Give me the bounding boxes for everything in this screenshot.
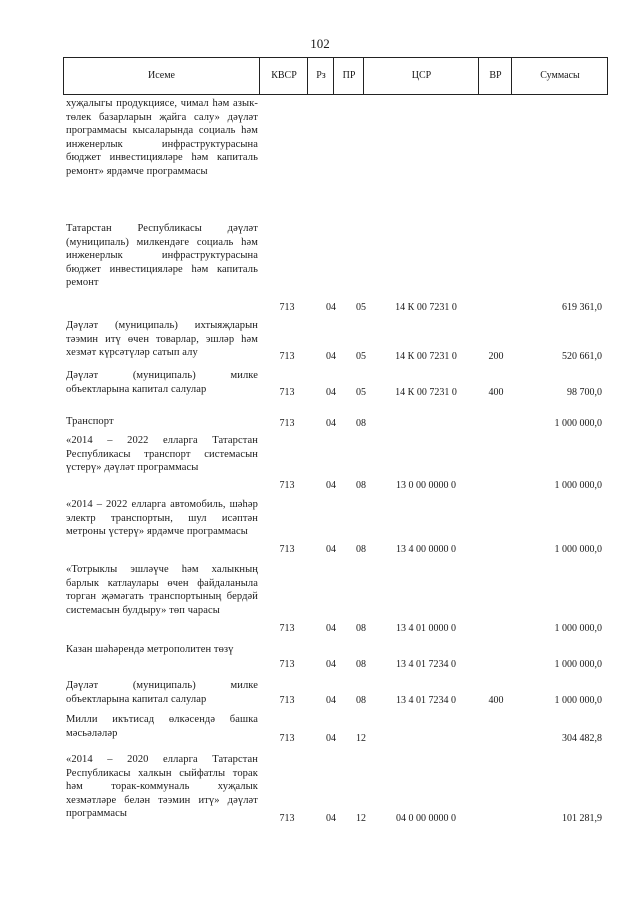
row-rz: 04: [326, 544, 336, 555]
row-pr: 05: [356, 351, 366, 362]
row-kvsr: 713: [279, 733, 295, 744]
row-name: Транспорт: [66, 416, 114, 427]
row-rz: 04: [326, 695, 336, 706]
header-amount: Суммасы: [511, 58, 608, 94]
row-pr: 08: [356, 418, 366, 429]
row-amount: 520 661,0: [562, 351, 602, 362]
row-rz: 04: [326, 480, 336, 491]
header-vr: ВР: [478, 58, 512, 94]
row-name: Дәүләт (муниципаль) милке объектларына капитал салулар: [66, 370, 258, 395]
row-name: «2014 – 2022 елларга автомобиль, шәһәр электр транспортын, шул исәптән метроны үстерү» ярдәмче программасы: [66, 499, 258, 538]
row-kvsr: 713: [279, 351, 295, 362]
row-amount: 1 000 000,0: [554, 659, 602, 670]
row-rz: 04: [326, 302, 336, 313]
table-row: [63, 434, 608, 492]
header-rz: Рз: [307, 58, 334, 94]
row-pr: 05: [356, 387, 366, 398]
row-name: Татарстан Республикасы дәүләт (муниципаль) милкендәге социаль һәм инженерлык инфраструктурасына бюджет инвестицияләре һәм капиталь ремонт: [66, 223, 258, 289]
row-csr: 13 0 00 0000 0: [396, 480, 456, 491]
row-amount: 304 482,8: [562, 733, 602, 744]
row-rz: 04: [326, 623, 336, 634]
header-name: Исеме: [148, 70, 175, 81]
row-csr: 04 0 00 0000 0: [396, 813, 456, 824]
row-name: Милли икътисад өлкәсендә башка мәсьәләләр: [66, 714, 258, 739]
row-csr: 14 К 00 7231 0: [395, 302, 457, 313]
row-rz: 04: [326, 418, 336, 429]
row-csr: 14 К 00 7231 0: [395, 351, 457, 362]
header-pr: ПР: [333, 58, 364, 94]
row-csr: 13 4 01 7234 0: [396, 659, 456, 670]
row-csr: 13 4 01 7234 0: [396, 695, 456, 706]
row-csr: 13 4 01 0000 0: [396, 623, 456, 634]
row-kvsr: 713: [279, 418, 295, 429]
row-csr: 13 4 00 0000 0: [396, 544, 456, 555]
row-pr: 08: [356, 695, 366, 706]
row-kvsr: 713: [279, 544, 295, 555]
row-name: «Тотрыклы эшләүче һәм халыкның барлык катлаулары өчен файдаланыла торган җәмәгать транспортының бердәй системасын булдыру» төп чарасы: [66, 564, 258, 616]
table-row: [63, 97, 608, 217]
row-kvsr: 713: [279, 387, 295, 398]
row-amount: 619 361,0: [562, 302, 602, 313]
row-name: «2014 – 2020 елларга Татарстан Республикасы халкын сыйфатлы торак һәм торак-коммуналь хуҗалык хезмәтләре белән тәэмин итү» дәүләт программасы: [66, 754, 258, 820]
row-amount: 1 000 000,0: [554, 418, 602, 429]
row-amount: 98 700,0: [567, 387, 602, 398]
table-row: [63, 753, 608, 825]
row-kvsr: 713: [279, 480, 295, 491]
row-name: Дәүләт (муниципаль) милке объектларына капитал салулар: [66, 680, 258, 705]
table-row: [63, 713, 608, 745]
row-vr: 400: [488, 387, 504, 398]
table-row: [63, 369, 608, 399]
row-csr: 14 К 00 7231 0: [395, 387, 457, 398]
table-header: [63, 57, 608, 95]
table-row: [63, 679, 608, 707]
row-vr: 200: [488, 351, 504, 362]
table-row: [63, 563, 608, 635]
row-amount: 101 281,9: [562, 813, 602, 824]
table-row: [63, 222, 608, 314]
row-kvsr: 713: [279, 623, 295, 634]
table-row: [63, 414, 608, 430]
row-pr: 08: [356, 544, 366, 555]
row-amount: 1 000 000,0: [554, 544, 602, 555]
header-csr: ЦСР: [363, 58, 479, 94]
page-number: 102: [310, 36, 330, 51]
row-name: Дәүләт (муниципаль) ихтыяҗларын тәэмин итү өчен товарлар, эшләр һәм хезмәт күрсәтүләр сатып алу: [66, 320, 258, 359]
row-name: Казан шәһәрендә метрополитен төзү: [66, 644, 234, 655]
budget-table: [63, 57, 608, 824]
row-pr: 12: [356, 813, 366, 824]
row-pr: 08: [356, 659, 366, 670]
row-amount: 1 000 000,0: [554, 695, 602, 706]
row-kvsr: 713: [279, 695, 295, 706]
table-row: [63, 319, 608, 363]
row-pr: 12: [356, 733, 366, 744]
row-pr: 08: [356, 623, 366, 634]
row-kvsr: 713: [279, 302, 295, 313]
table-row: [63, 498, 608, 556]
row-pr: 08: [356, 480, 366, 491]
row-name: хуҗалыгы продукциясе, чимал һәм азык-төлек базарларын җайга салу» дәүләт программасы кысаларында социаль һәм инженерлык инфраструктурасына бюджет инвестицияләре һәм капиталь ремонт» ярдәмче программасы: [66, 98, 258, 177]
row-pr: 05: [356, 302, 366, 313]
row-rz: 04: [326, 813, 336, 824]
row-amount: 1 000 000,0: [554, 623, 602, 634]
row-rz: 04: [326, 351, 336, 362]
row-vr: 400: [488, 695, 504, 706]
row-rz: 04: [326, 733, 336, 744]
row-name: «2014 – 2022 елларга Татарстан Республикасы транспорт системасын үстерү» дәүләт программасы: [66, 435, 258, 474]
row-amount: 1 000 000,0: [554, 480, 602, 491]
table-row: [63, 643, 608, 671]
row-kvsr: 713: [279, 659, 295, 670]
row-rz: 04: [326, 659, 336, 670]
row-kvsr: 713: [279, 813, 295, 824]
row-rz: 04: [326, 387, 336, 398]
header-kvsr: КВСР: [259, 58, 308, 94]
